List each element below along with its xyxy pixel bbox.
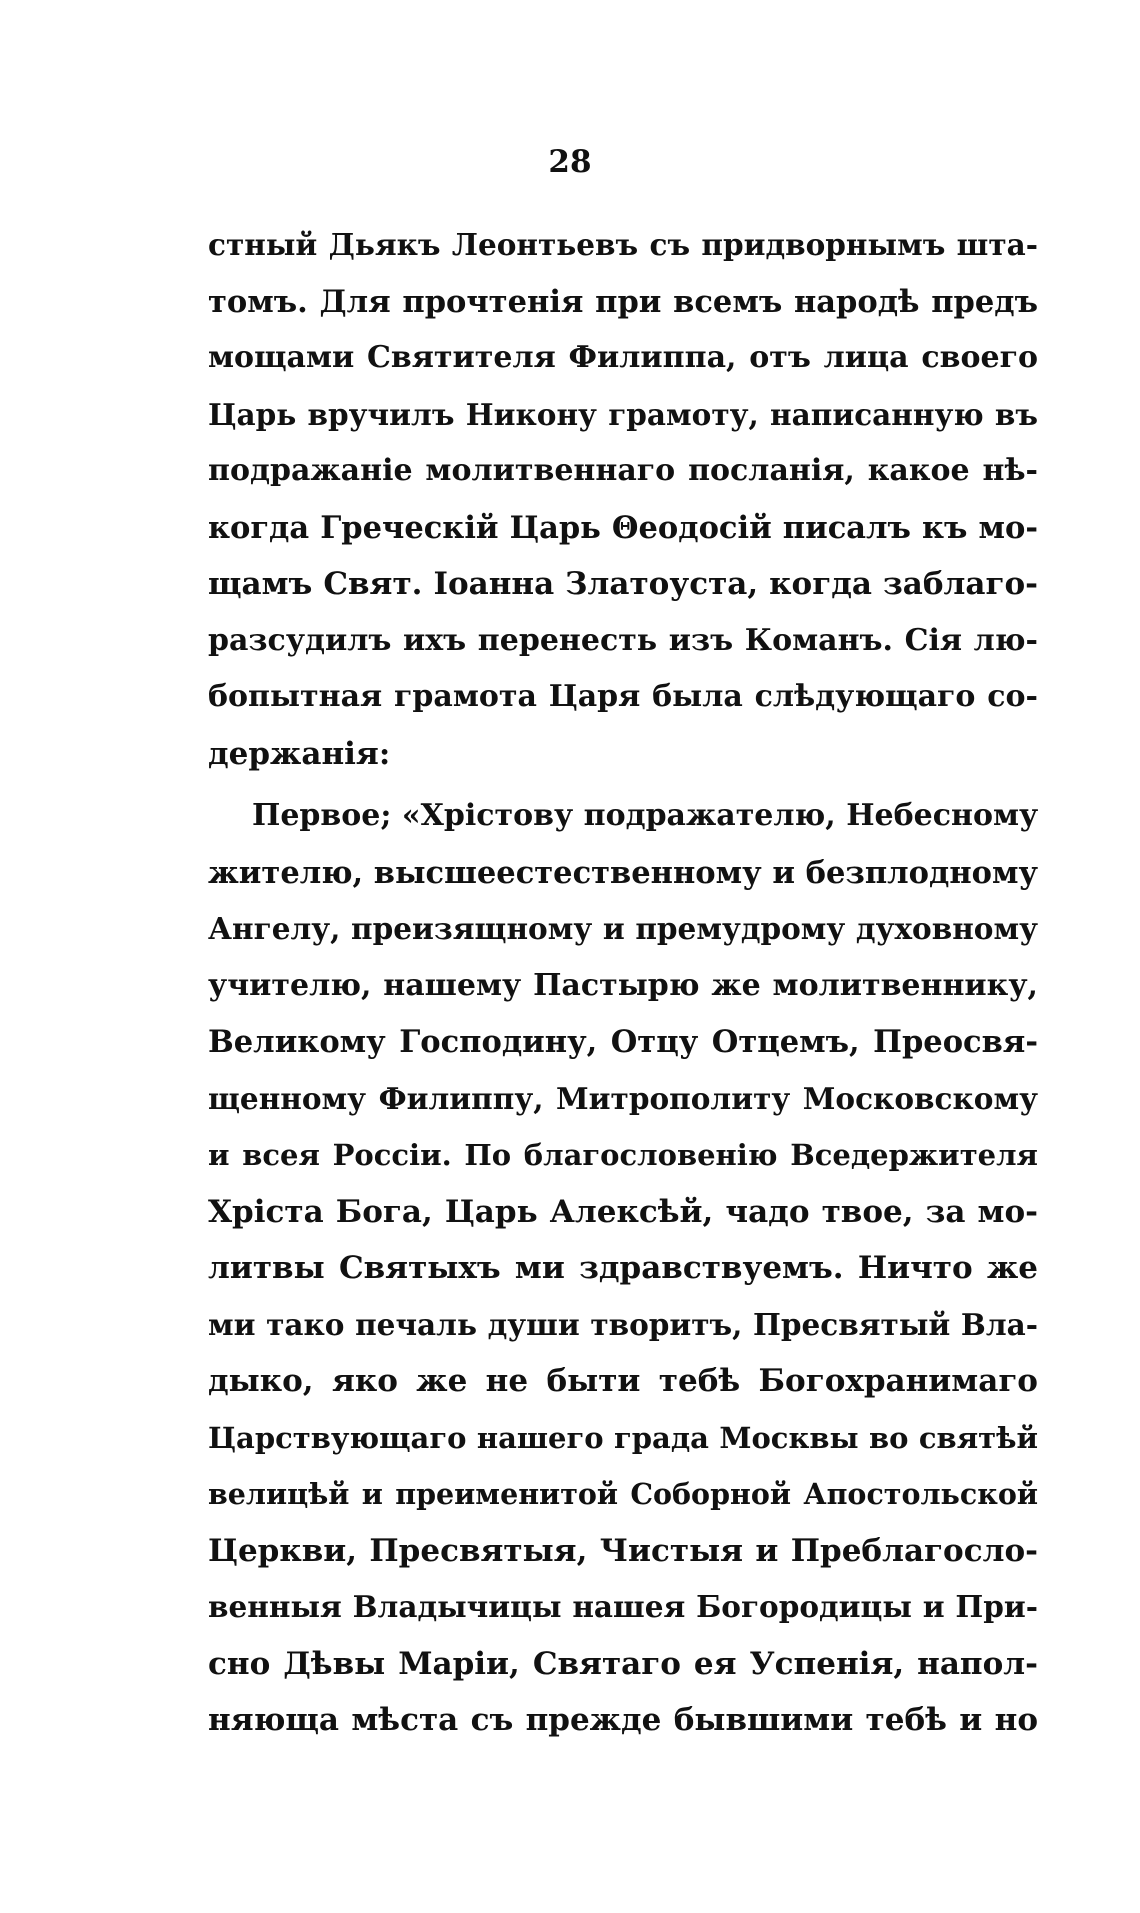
- text-line: бопытная грамота Царя была слѣдующаго со-: [208, 679, 1038, 714]
- text-line: томъ. Для прочтенія при всемъ народѣ предъ: [208, 283, 1038, 320]
- text-line: учителю, нашему Пастырю же молитвеннику,: [208, 967, 1038, 1003]
- text-line: литвы Святыхъ ми здравствуемъ. Ничто же: [208, 1250, 1038, 1286]
- text-line: щенному Филиппу, Митрополиту Московскому: [208, 1080, 1038, 1116]
- text-line: подражаніе молитвеннаго посланія, какое нѣ-: [208, 453, 1038, 488]
- text-line: Хріста Бога, Царь Алексѣй, чадо твое, за мо-: [208, 1193, 1038, 1230]
- text-line: сно Дѣвы Маріи, Святаго ея Успенія, напол-: [208, 1645, 1038, 1682]
- paragraph-2: [208, 788, 1038, 1749]
- text-line: Великому Господину, Отцу Отцемъ, Преосвя-: [208, 1024, 1038, 1060]
- text-line: мощами Святителя Филиппа, отъ лица своего: [208, 340, 1038, 375]
- text-line: стный Дьякъ Леонтьевъ съ придворнымъ шта-: [208, 227, 1038, 262]
- text-line: ми тако печаль души творитъ, Пресвятый Вла-: [208, 1306, 1038, 1342]
- text-block: [208, 217, 1038, 1749]
- text-line: когда Греческій Царь Θеодосій писалъ къ мо-: [208, 509, 1038, 546]
- text-line: жителю, высшеестественному и безплодному: [208, 854, 1038, 891]
- text-line: держанія:: [208, 735, 391, 772]
- text-line: велицѣй и преименитой Соборной Апостольской: [208, 1477, 1038, 1511]
- paragraph-1: [208, 217, 1038, 782]
- text-line: и всея Россіи. По благословенію Вседержителя: [208, 1138, 1038, 1172]
- text-line: Царствующаго нашего града Москвы во святѣй: [208, 1420, 1038, 1455]
- text-line: венныя Владычицы нашея Богородицы и При-: [208, 1589, 1038, 1624]
- text-line: Первое; «Хрістову подражателю, Небесному: [252, 798, 1038, 833]
- text-line: разсудилъ ихъ перенесть изъ Команъ. Сія лю-: [208, 622, 1038, 658]
- text-line: Ангелу, преизящному и премудрому духовному: [208, 911, 1038, 946]
- text-line: няюща мѣста съ прежде бывшими тебѣ и но: [208, 1702, 1038, 1738]
- text-line: щамъ Свят. Іоанна Златоуста, когда заблаго-: [208, 566, 1038, 602]
- text-line: дыко, яко же не быти тебѣ Богохранимаго: [208, 1363, 1038, 1399]
- text-line: Царь вручилъ Никону грамоту, написанную въ: [208, 396, 1038, 432]
- text-line: Церкви, Пресвятыя, Чистыя и Преблагосло-: [208, 1532, 1038, 1569]
- page-number: 28: [548, 144, 592, 180]
